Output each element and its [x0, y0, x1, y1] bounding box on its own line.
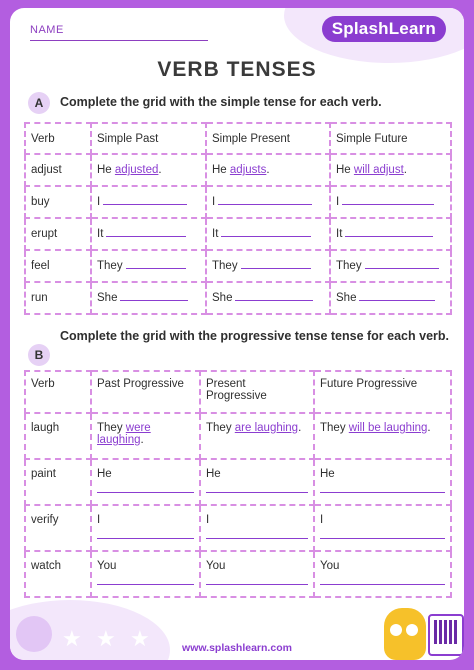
table-row	[25, 505, 451, 551]
section-b-instruction: Complete the grid with the progressive tense tense for each verb.	[60, 329, 449, 343]
answer-text: are laughing	[234, 422, 299, 434]
table-row	[25, 282, 451, 314]
table-row	[25, 154, 451, 186]
col-header-past-progressive: Past Progressive	[91, 371, 200, 413]
verb-cell: run	[25, 282, 91, 314]
answer-cell[interactable]: He will adjust.	[330, 154, 451, 186]
col-header-simple-future: Simple Future	[330, 123, 451, 154]
answer-cell[interactable]: I	[314, 505, 451, 551]
col-header-verb: Verb	[25, 123, 91, 154]
verb-cell: erupt	[25, 218, 91, 250]
answer-cell[interactable]: She	[206, 282, 330, 314]
star-icon: ★	[62, 626, 82, 651]
answer-cell[interactable]: They	[91, 250, 206, 282]
col-header-simple-present: Simple Present	[206, 123, 330, 154]
answer-cell[interactable]: They will be laughing.	[314, 413, 451, 459]
verb-cell: adjust	[25, 154, 91, 186]
col-header-present-progressive: Present Progressive	[200, 371, 314, 413]
answer-cell[interactable]: It	[206, 218, 330, 250]
section-a-instruction: Complete the grid with the simple tense for each verb.	[60, 95, 382, 109]
answer-cell[interactable]: He	[314, 459, 451, 505]
answer-cell[interactable]: I	[206, 186, 330, 218]
brand-logo: SplashLearn	[322, 16, 446, 42]
answer-cell[interactable]: You	[314, 551, 451, 597]
table-row	[25, 250, 451, 282]
grid-header-row	[25, 371, 451, 413]
answer-text: adjusts	[229, 164, 267, 176]
answer-cell[interactable]: He	[200, 459, 314, 505]
star-icon: ★	[130, 626, 150, 651]
section-b-badge: B	[28, 344, 50, 366]
col-header-verb: Verb	[25, 371, 91, 413]
answer-cell[interactable]: I	[330, 186, 451, 218]
footer-url[interactable]: www.splashlearn.com	[182, 642, 292, 654]
table-row	[25, 218, 451, 250]
star-icon: ★	[96, 626, 116, 651]
verb-cell: laugh	[25, 413, 91, 459]
answer-cell[interactable]: She	[91, 282, 206, 314]
answer-cell[interactable]: You	[200, 551, 314, 597]
table-row	[25, 413, 451, 459]
answer-text: were laughing	[97, 422, 151, 446]
name-field-line[interactable]	[30, 40, 208, 41]
answer-cell[interactable]: I	[91, 186, 206, 218]
table-row	[25, 551, 451, 597]
grid-header-row	[25, 123, 451, 154]
section-a-badge: A	[28, 92, 50, 114]
answer-cell[interactable]: He adjusted.	[91, 154, 206, 186]
answer-cell[interactable]: You	[91, 551, 200, 597]
answer-cell[interactable]: They	[330, 250, 451, 282]
mascot-icon	[384, 608, 426, 660]
answer-cell[interactable]: He	[91, 459, 200, 505]
col-header-future-progressive: Future Progressive	[314, 371, 451, 413]
table-row	[25, 186, 451, 218]
answer-text: adjusted	[114, 164, 159, 176]
answer-cell[interactable]: They	[206, 250, 330, 282]
worksheet	[10, 8, 464, 660]
answer-cell[interactable]: I	[91, 505, 200, 551]
answer-cell[interactable]: He adjusts.	[206, 154, 330, 186]
page-title: VERB TENSES	[157, 58, 317, 81]
answer-cell[interactable]: They are laughing.	[200, 413, 314, 459]
answer-cell[interactable]: She	[330, 282, 451, 314]
answer-cell[interactable]: It	[330, 218, 451, 250]
qr-code-icon	[428, 614, 464, 656]
verb-cell: paint	[25, 459, 91, 505]
answer-cell[interactable]: It	[91, 218, 206, 250]
verb-cell: buy	[25, 186, 91, 218]
verb-cell: feel	[25, 250, 91, 282]
answer-text: will adjust	[353, 164, 404, 176]
table-row	[25, 459, 451, 505]
answer-text: will be laughing	[348, 422, 428, 434]
name-label: NAME	[30, 24, 64, 36]
answer-cell[interactable]: I	[200, 505, 314, 551]
answer-cell[interactable]: They were laughing.	[91, 413, 200, 459]
col-header-simple-past: Simple Past	[91, 123, 206, 154]
verb-cell: verify	[25, 505, 91, 551]
verb-cell: watch	[25, 551, 91, 597]
simple-tense-grid	[24, 122, 452, 315]
progressive-tense-grid	[24, 370, 452, 598]
